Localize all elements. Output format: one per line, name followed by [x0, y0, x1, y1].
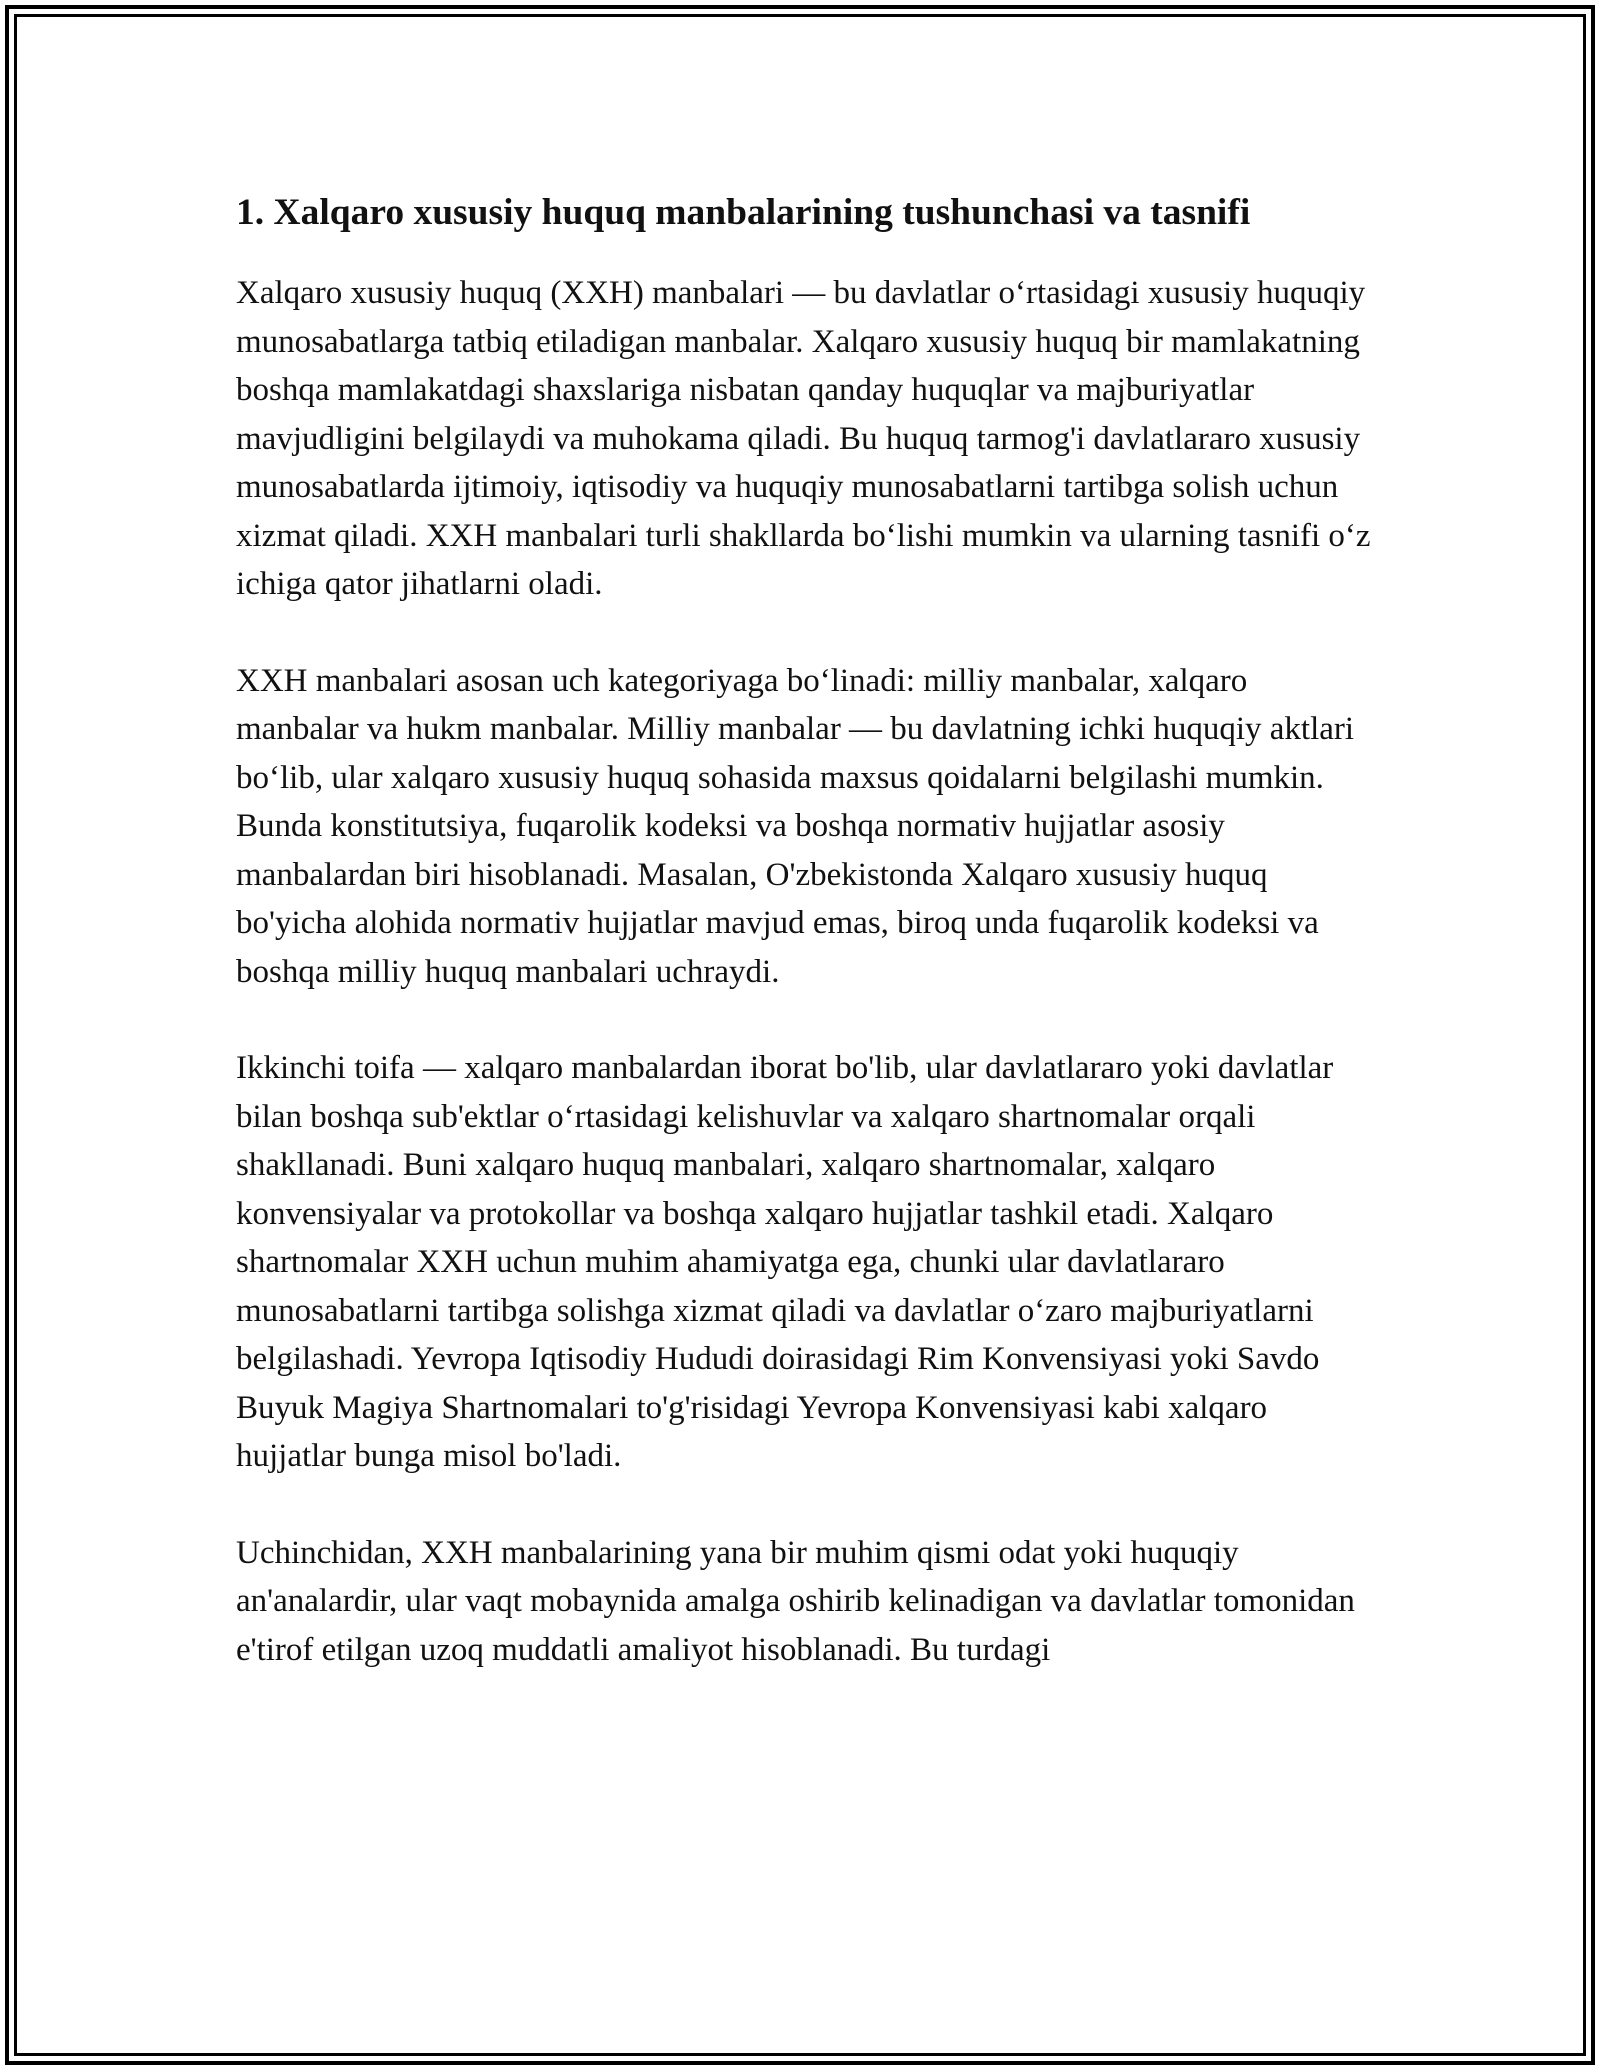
section-heading: 1. Xalqaro xususiy huquq manbalarining tushunchasi va tasnifi	[236, 192, 1251, 233]
paragraph-1: Xalqaro xususiy huquq (XXH) manbalari — bu davlatlar o‘rtasidagi xususiy huquqiy munosabatlarga tatbiq etiladigan manbalar. Xalqaro xususiy huquq bir mamlakatning boshqa mamlakatdagi shaxslariga nisbatan qanday huquqlar va majburiyatlar mavjudligini belgilaydi va muhokama qiladi. Bu huquq tarmog'i davlatlararo xususiy munosabatlarda ijtimoiy, iqtisodiy va huquqiy munosabatlarni tartibga solish uchun xizmat qiladi. XXH manbalari turli shakllarda bo‘lishi mumkin va ularning tasnifi o‘z ichiga qator jihatlarni oladi.	[236, 275, 1371, 602]
paragraph-3: Ikkinchi toifa — xalqaro manbalardan iborat bo'lib, ular davlatlararo yoki davlatlar bilan boshqa sub'ektlar o‘rtasidagi kelishuvlar va xalqaro shartnomalar orqali shakllanadi. Buni xalqaro huquq manbalari, xalqaro shartnomalar, xalqaro konvensiyalar va protokollar va boshqa xalqaro hujjatlar tashkil etadi. Xalqaro shartnomalar XXH uchun muhim ahamiyatga ega, chunki ular davlatlararo munosabatlarni tartibga solishga xizmat qiladi va davlatlar o‘zaro majburiyatlarni belgilashadi. Yevropa Iqtisodiy Hududi doirasidagi Rim Konvensiyasi yoki Savdo Buyuk Magiya Shartnomalari to'g'risidagi Yevropa Konvensiyasi kabi xalqaro hujjatlar bunga misol bo'ladi.	[236, 1050, 1334, 1474]
document-body	[236, 185, 1376, 1722]
paragraph-4: Uchinchidan, XXH manbalarining yana bir muhim qismi odat yoki huquqiy an'analardir, ular vaqt mobaynida amalga oshirib kelinadigan va davlatlar tomonidan e'tirof etilgan uzoq muddatli amaliyot hisoblanadi. Bu turdagi	[236, 1534, 1355, 1668]
paragraph-2: XXH manbalari asosan uch kategoriyaga bo‘linadi: milliy manbalar, xalqaro manbalar va hukm manbalar. Milliy manbalar — bu davlatning ichki huquqiy aktlari bo‘lib, ular xalqaro xususiy huquq sohasida maxsus qoidalarni belgilashi mumkin. Bunda konstitutsiya, fuqarolik kodeksi va boshqa normativ hujjatlar asosiy manbalardan biri hisoblanadi. Masalan, O'zbekistonda Xalqaro xususiy huquq bo'yicha alohida normativ hujjatlar mavjud emas, biroq unda fuqarolik kodeksi va boshqa milliy huquq manbalari uchraydi.	[236, 662, 1355, 990]
